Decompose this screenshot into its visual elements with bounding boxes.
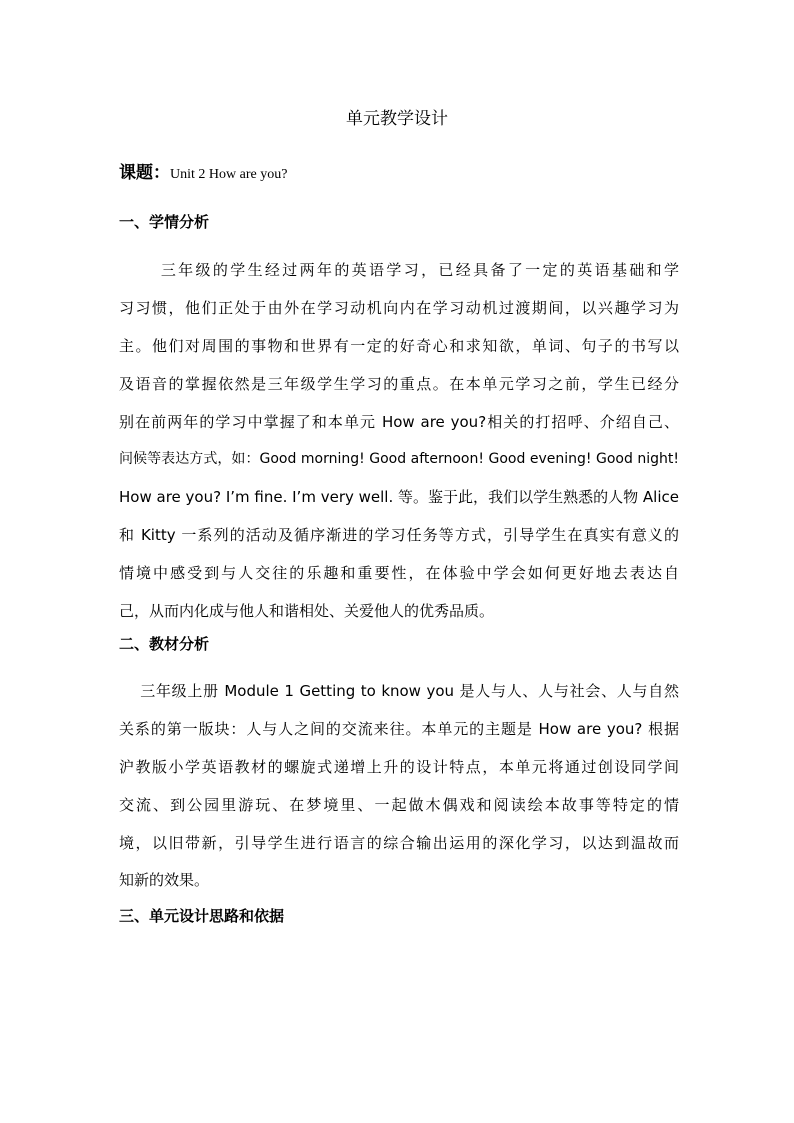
- topic-label: 课题：: [119, 163, 170, 183]
- paragraph-line: 别在前两年的学习中掌握了和本单元 How are you?相关的打招呼、介绍自己、: [119, 412, 679, 431]
- topic-line: [119, 162, 287, 186]
- section-heading-learner-analysis: 一、学情分析: [119, 213, 210, 231]
- document-title: 单元教学设计: [346, 109, 448, 129]
- paragraph-line: 己，从而内化成与他人和谐相处、关爱他人的优秀品质。: [119, 602, 495, 621]
- paragraph-line: 三年级的学生经过两年的英语学习，已经具备了一定的英语基础和学: [119, 261, 679, 279]
- section-body-textbook-analysis: [119, 673, 679, 900]
- paragraph-line: 沪教版小学英语教材的螺旋式递增上升的设计特点，本单元将通过创设同学间: [119, 757, 679, 776]
- paragraph-line: 三年级上册 Module 1 Getting to know you 是人与人、人与社会、人与自然: [119, 682, 679, 700]
- paragraph-line: 和 Kitty 一系列的活动及循序渐进的学习任务等方式，引导学生在真实有意义的: [119, 526, 679, 545]
- paragraph-line: 境，以旧带新，引导学生进行语言的综合输出运用的深化学习，以达到温故而: [119, 833, 679, 852]
- section-body-learner-analysis: [119, 252, 679, 631]
- paragraph-line: 交流、到公园里游玩、在梦境里、一起做木偶戏和阅读绘本故事等特定的情: [119, 795, 679, 814]
- paragraph-line: How are you? I’m fine. I’m very well. 等。鉴于此，我们以学生熟悉的人物 Alice: [119, 488, 679, 507]
- paragraph-line: 关系的第一版块：人与人之间的交流来往。本单元的主题是 How are you? 根据: [119, 719, 679, 738]
- section-heading-unit-design: 三、单元设计思路和依据: [119, 907, 285, 925]
- paragraph-line: 问候等表达方式，如：Good morning! Good afternoon! Good evening! Good night!: [119, 451, 679, 468]
- paragraph-line: 及语音的掌握依然是三年级学生学习的重点。在本单元学习之前，学生已经分: [119, 374, 679, 393]
- paragraph-line: 习习惯，他们正处于由外在学习动机向内在学习动机过渡期间，以兴趣学习为: [119, 298, 679, 317]
- paragraph-line: 知新的效果。: [119, 871, 210, 890]
- topic-value: Unit 2 How are you?: [170, 167, 288, 182]
- paragraph-line: 情境中感受到与人交往的乐趣和重要性，在体验中学会如何更好地去表达自: [119, 564, 679, 583]
- section-heading-textbook-analysis: 二、教材分析: [119, 635, 210, 653]
- paragraph-line: 主。他们对周围的事物和世界有一定的好奇心和求知欲，单词、句子的书写以: [119, 336, 679, 355]
